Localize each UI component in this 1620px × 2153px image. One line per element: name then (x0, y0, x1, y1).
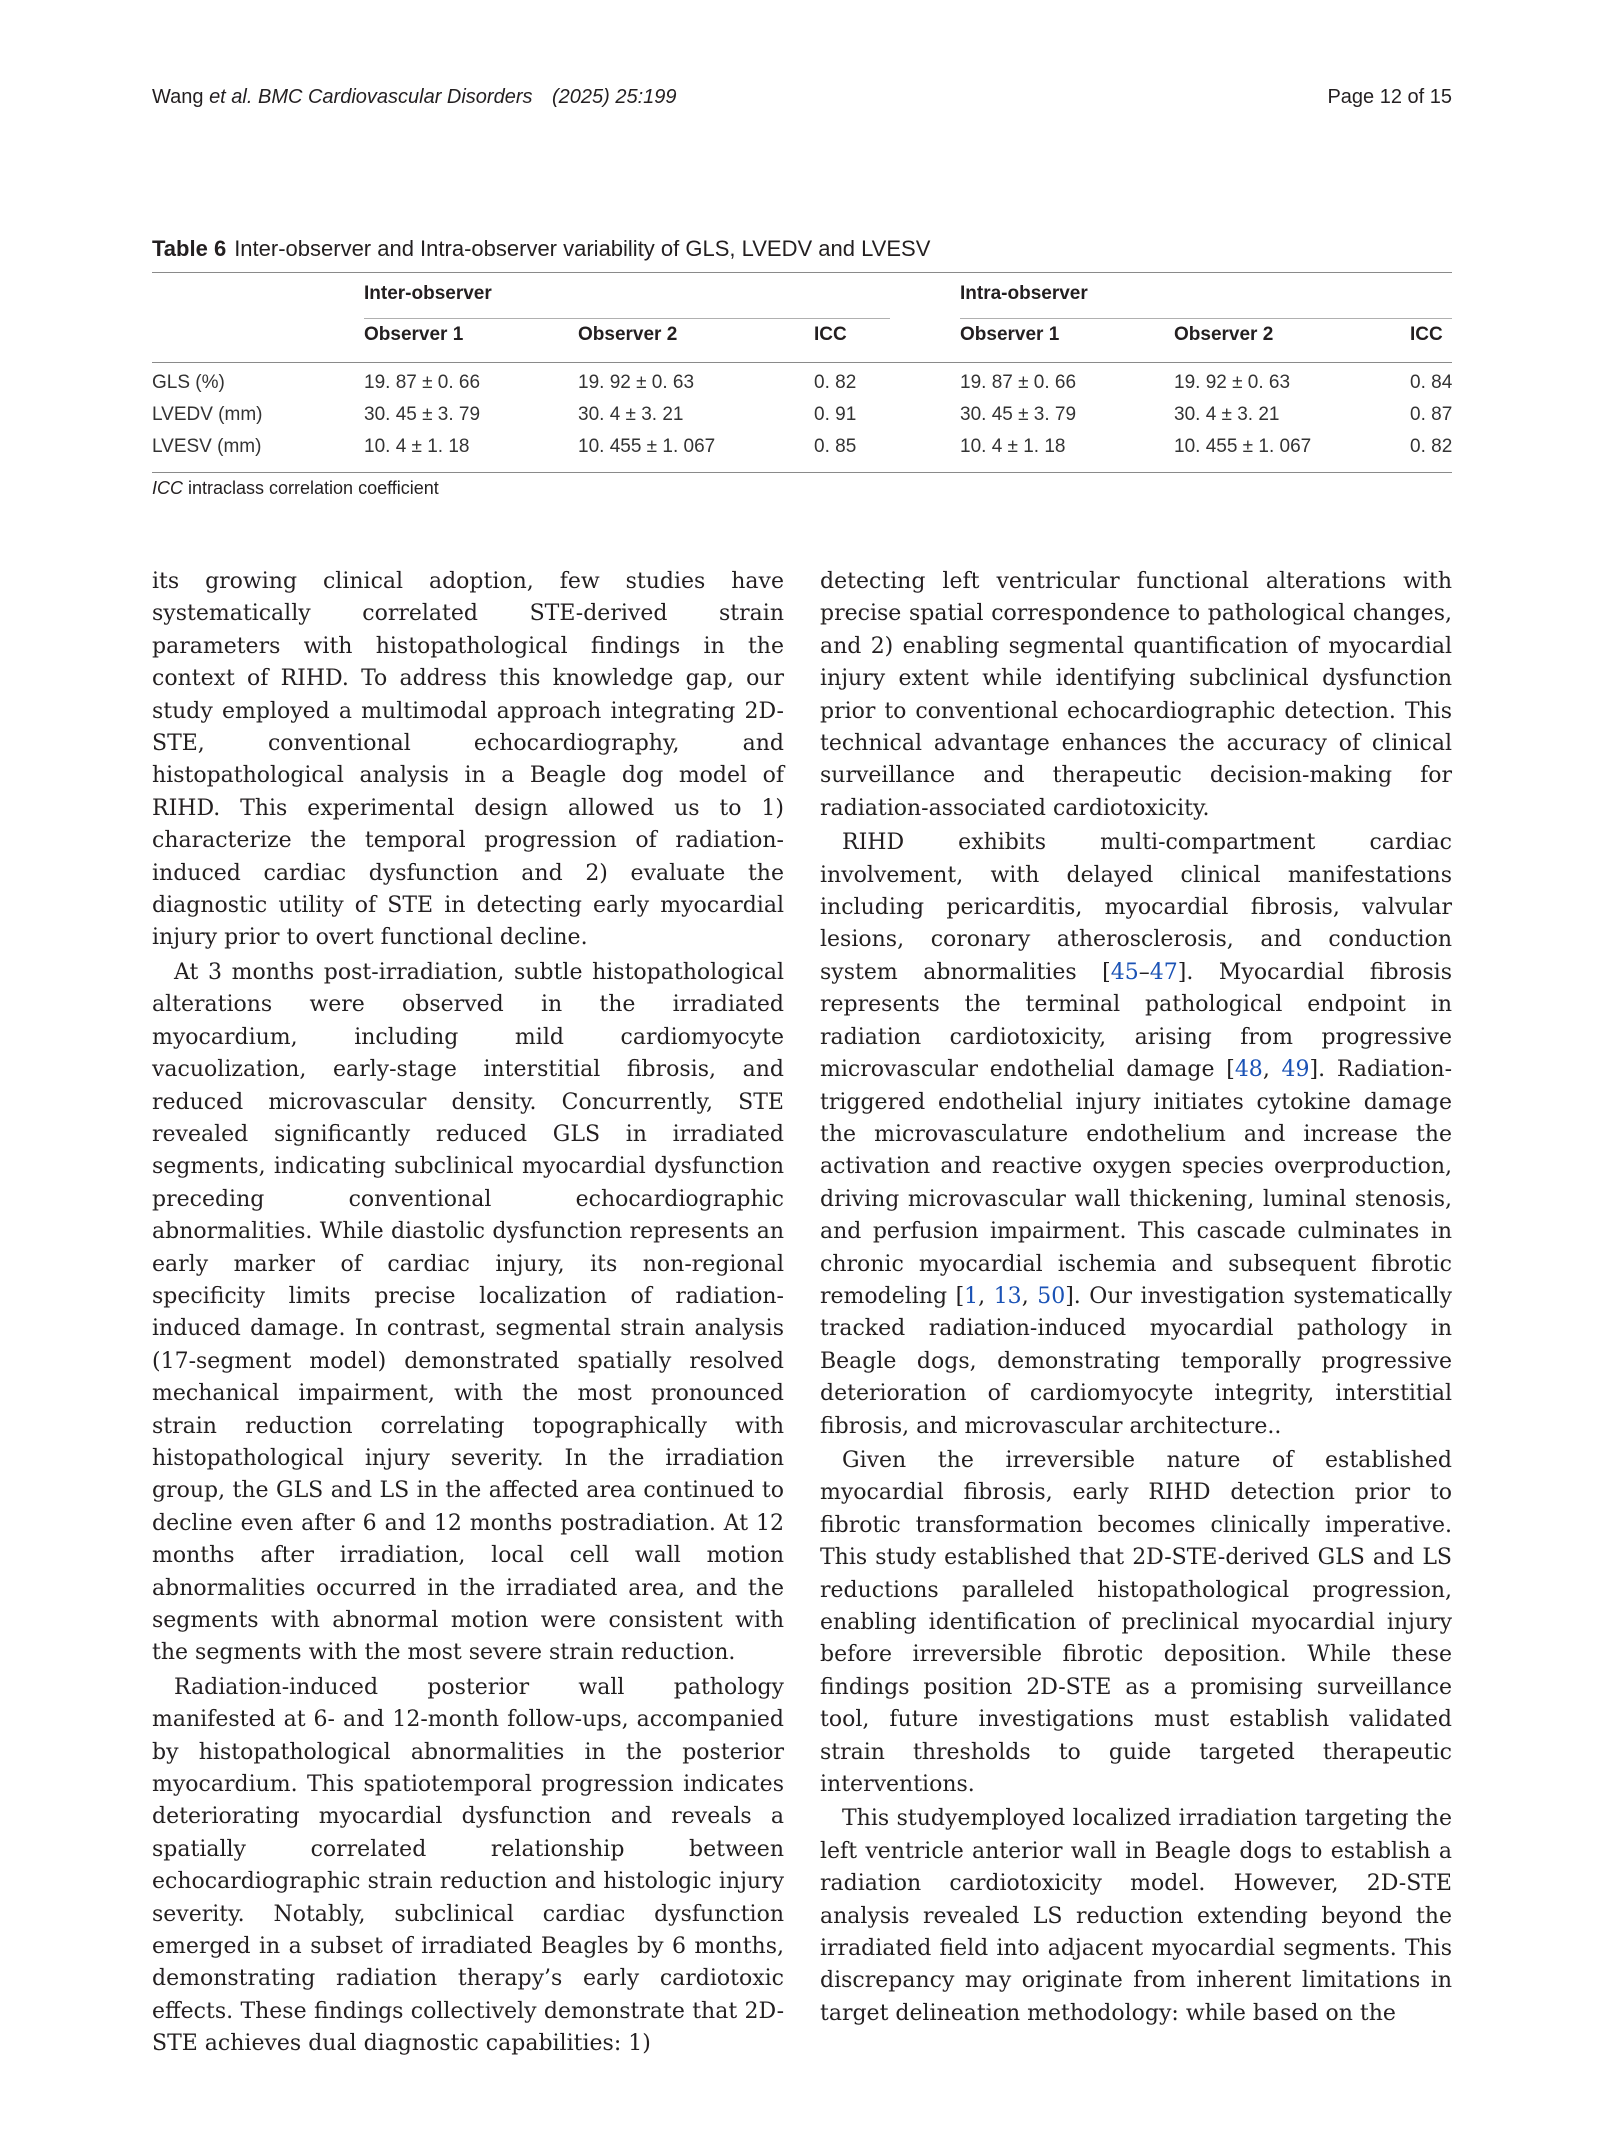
footnote-abbreviation: ICC (152, 478, 183, 498)
citation-link[interactable]: 47 (1149, 959, 1178, 985)
group-header-inter: Inter-observer (364, 283, 492, 304)
table-rule-bottom (152, 472, 1452, 473)
citation-year-volume: (2025) 25:199 (552, 86, 677, 108)
table-cell: 10. 4 ± 1. 18 (960, 436, 1066, 457)
text-run: ]. Myocardial fibrosis represents the terminal pathological endpoint in radiation cardiotoxicity, arising from progressive microvascular endothelial damage [ (820, 959, 1453, 1083)
table-cell: 19. 87 ± 0. 66 (364, 372, 481, 393)
column-header: Observer 1 (960, 324, 1060, 345)
paragraph: At 3 months post-irradiation, subtle histopathological alterations were observed in the irradiated myocardium, including mild cardiomyocyte vacuolization, early-stage interstitial fibrosis, and reduced microvascular density. Concurrently, STE revealed significantly reduced GLS in irradiated segments, indicating subclinical myocardial dysfunction preceding conventional echocardiographic abnormalities. While diastolic dysfunction represents an early marker of cardiac injury, its non-regional specificity limits precise localization of radiation-induced damage. In contrast, segmental strain analysis (17-segment model) demonstrated spatially resolved mechanical impairment, with the most pronounced strain reduction correlating topographically with histopathological injury severity. In the irradiation group, the GLS and LS in the affected area continued to decline even after 6 and 12 months postradiation. At 12 months after irradiation, local cell wall motion abnormalities occurred in the irradiated area, and the segments with abnormal motion were consistent with the segments with the most severe strain reduction. (152, 959, 784, 1666)
group-rule-inter (364, 318, 890, 319)
paragraph (820, 827, 1452, 1443)
table-cell: 10. 4 ± 1. 18 (364, 436, 470, 457)
page-number: Page 12 of 15 (1327, 86, 1452, 108)
table-cell: 0. 85 (814, 436, 857, 457)
citation-link[interactable]: 13 (993, 1283, 1022, 1309)
table-cell: 10. 455 ± 1. 067 (578, 436, 716, 457)
column-header: ICC (814, 324, 847, 345)
text-run: – (1138, 959, 1150, 985)
citation-link[interactable]: 45 (1110, 959, 1139, 985)
footnote-text: intraclass correlation coefficient (183, 478, 439, 498)
table-cell: 10. 455 ± 1. 067 (1174, 436, 1312, 457)
body-column-right (820, 566, 1452, 2032)
group-rule-intra (960, 318, 1452, 319)
table-cell: 19. 87 ± 0. 66 (960, 372, 1077, 393)
table-cell: 30. 4 ± 3. 21 (578, 404, 684, 425)
table-caption (152, 236, 1452, 262)
citation-link[interactable]: 48 (1234, 1057, 1263, 1083)
table-cell: 19. 92 ± 0. 63 (578, 372, 695, 393)
table-cell: 30. 45 ± 3. 79 (960, 404, 1077, 425)
table-label: Table 6 (152, 236, 227, 261)
citation-authors: Wang (152, 86, 210, 108)
table-cell: 19. 92 ± 0. 63 (1174, 372, 1291, 393)
column-header: Observer 2 (1174, 324, 1274, 345)
paragraph: This studyemployed localized irradiation targeting the left ventricle anterior wall in Beagle dogs to establish a radiation cardiotoxicity model. However, 2D-STE analysis revealed LS reduction extending beyond the irradiated field into adjacent myocardial segments. This discrepancy may originate from inherent limitations in target delineation methodology: while based on the (820, 1806, 1452, 2026)
text-run: , (1021, 1283, 1038, 1309)
body-column-left (152, 566, 784, 2063)
text-run: , (1262, 1057, 1282, 1083)
table-cell: 30. 4 ± 3. 21 (1174, 404, 1280, 425)
running-header (152, 86, 1452, 116)
paragraph: detecting left ventricular functional alterations with precise spatial correspondence to pathological changes, and 2) enabling segmental quantification of myocardial injury extent while identifying subclinical dysfunction prior to conventional echocardiographic detection. This technical advantage enhances the accuracy of clinical surveillance and therapeutic decision-making for radiation-associated cardiotoxicity. (820, 569, 1452, 821)
citation-link[interactable]: 49 (1281, 1057, 1310, 1083)
group-header-intra: Intra-observer (960, 283, 1088, 304)
text-run: RIHD exhibits multi-compartment cardiac involvement, with delayed clinical manifestations including pericarditis, myocardial fibrosis, valvular lesions, coronary atherosclerosis, and conduction system abnormalities [ (820, 830, 1452, 985)
paragraph: Given the irreversible nature of established myocardial fibrosis, early RIHD detection prior to fibrotic transformation becomes clinically imperative. This study established that 2D-STE-derived GLS and LS reductions paralleled histopathological progression, enabling identification of preclinical myocardial injury before irreversible fibrotic deposition. While these findings position 2D-STE as a promising surveillance tool, future investigations must establish validated strain thresholds to guide targeted therapeutic interventions. (820, 1447, 1452, 1798)
citation-link[interactable]: 50 (1037, 1283, 1066, 1309)
row-label: LVEDV (mm) (152, 404, 263, 425)
table-cell: 0. 82 (814, 372, 857, 393)
table-footnote (152, 478, 439, 499)
text-run: , (978, 1283, 994, 1309)
citation-journal: et al. BMC Cardiovascular Disorders (209, 86, 533, 108)
citation (152, 86, 533, 109)
column-header: Observer 2 (578, 324, 678, 345)
citation-link[interactable]: 1 (964, 1283, 979, 1309)
text-run: ]. Our investigation systematically tracked radiation-induced myocardial pathology in Beagle dogs, demonstrating temporally progressive deterioration of cardiomyocyte integrity, interstitial fibrosis, and microvascular architecture.. (820, 1283, 1452, 1439)
column-header: Observer 1 (364, 324, 464, 345)
table-cell: 0. 84 (1410, 372, 1453, 393)
table-cell: 0. 82 (1410, 436, 1453, 457)
column-header: ICC (1410, 324, 1443, 345)
table-rule-header (152, 362, 1452, 363)
table-cell: 30. 45 ± 3. 79 (364, 404, 481, 425)
paragraph: Radiation-induced posterior wall pathology manifested at 6- and 12-month follow-ups, accompanied by histopathological abnormalities in the posterior myocardium. This spatiotemporal progression indicates deteriorating myocardial dysfunction and reveals a spatially correlated relationship between echocardiographic strain reduction and histologic injury severity. Notably, subclinical cardiac dysfunction emerged in a subset of irradiated Beagles by 6 months, demonstrating radiation therapy’s early cardiotoxic effects. These findings collectively demonstrate that 2D-STE achieves dual diagnostic capabilities: 1) (152, 1674, 784, 2057)
table-cell: 0. 87 (1410, 404, 1453, 425)
table-rule-top (152, 272, 1452, 273)
table-cell: 0. 91 (814, 404, 857, 425)
row-label: LVESV (mm) (152, 436, 262, 457)
text-run: ]. Radiation-triggered endothelial injury initiates cytokine damage the microvasculature endothelium and increase the activation and reactive oxygen species overproduction, driving microvascular wall thickening, luminal stenosis, and perfusion impairment. This cascade culminates in chronic myocardial ischemia and subsequent fibrotic remodeling [ (820, 1057, 1452, 1309)
row-label: GLS (%) (152, 372, 225, 393)
paragraph: its growing clinical adoption, few studies have systematically correlated STE-derived strain parameters with histopathological findings in the context of RIHD. To address this knowledge gap, our study employed a multimodal approach integrating 2D-STE, conventional echocardiography, and histopathological analysis in a Beagle dog model of RIHD. This experimental design allowed us to 1) characterize the temporal progression of radiation-induced cardiac dysfunction and 2) evaluate the diagnostic utility of STE in detecting early myocardial injury prior to overt functional decline. (152, 569, 784, 951)
table-caption-text: Inter-observer and Intra-observer variability of GLS, LVEDV and LVESV (234, 236, 931, 261)
